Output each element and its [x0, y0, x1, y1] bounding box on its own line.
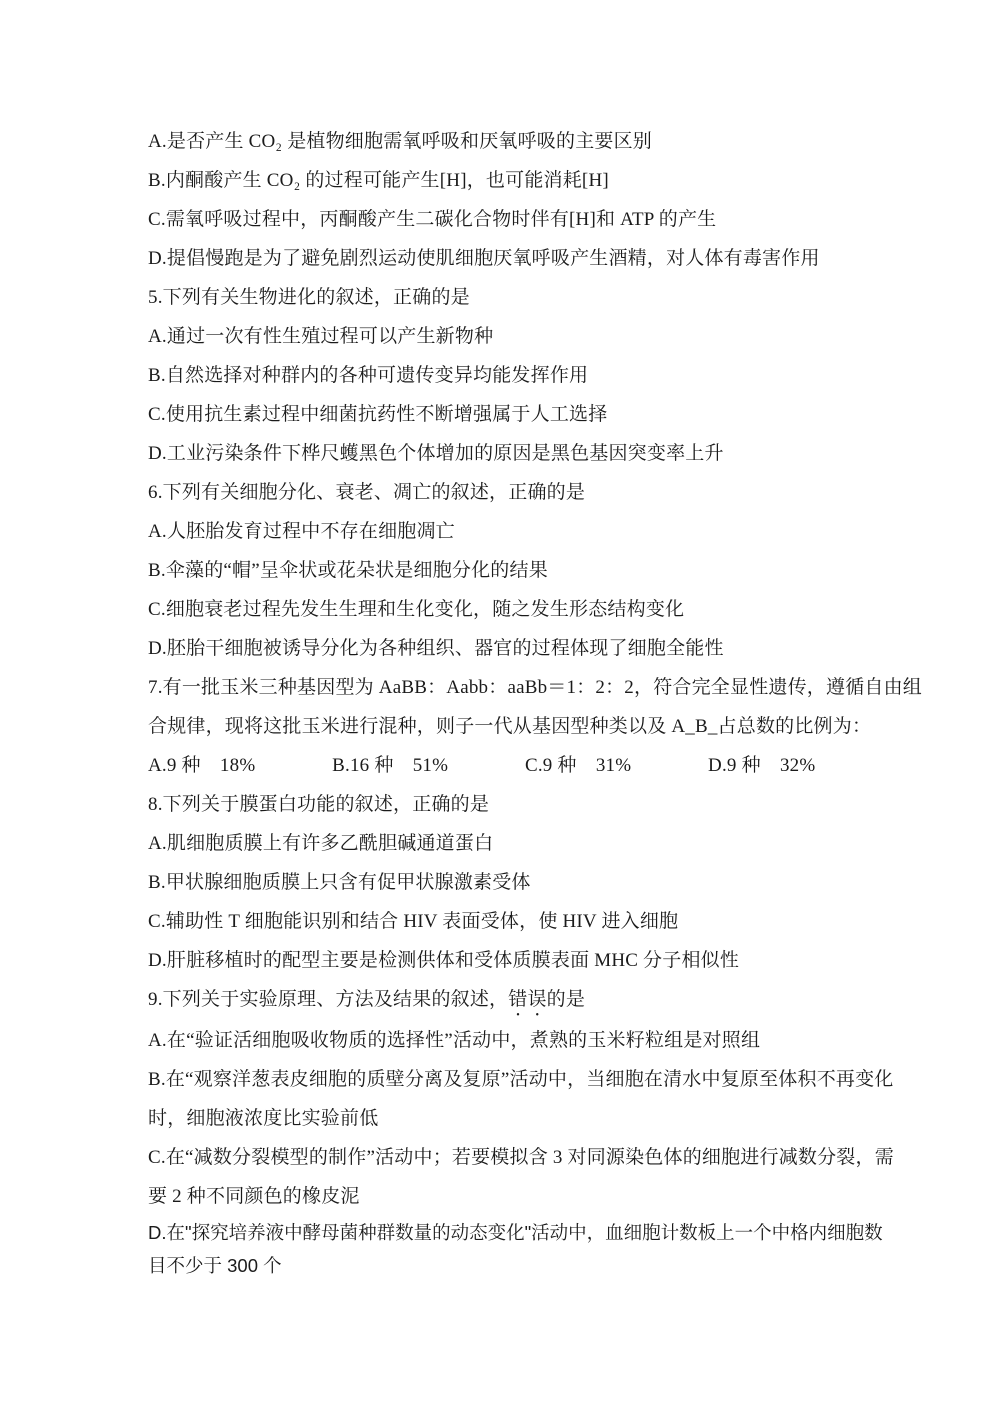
q6-option-b: B.伞藻的“帽”呈伞状或花朵状是细胞分化的结果	[148, 560, 548, 581]
q6-stem: 6.下列有关细胞分化、衰老、凋亡的叙述，正确的是	[148, 482, 586, 503]
q9-stem	[148, 980, 948, 1021]
q4-option-a: A.是否产生 CO₂ 是植物细胞需氧呼吸和厌氧呼吸的主要区别	[148, 131, 652, 152]
q6-option-d: D.胚胎干细胞被诱导分化为各种组织、器官的过程体现了细胞全能性	[148, 638, 724, 659]
q5-stem: 5.下列有关生物进化的叙述，正确的是	[148, 287, 470, 308]
q9-option-a: A.在“验证活细胞吸收物质的选择性”活动中，煮熟的玉米籽粒组是对照组	[148, 1030, 761, 1051]
question-text-block	[148, 122, 948, 1282]
q5-option-c: C.使用抗生素过程中细菌抗药性不断增强属于人工选择	[148, 404, 608, 425]
q6-option-a: A.人胚胎发育过程中不存在细胞凋亡	[148, 521, 455, 542]
q7-stem-line-1: 7.有一批玉米三种基因型为 AaBB：Aabb：aaBb＝1：2：2，符合完全显性遗传，遵循自由组	[148, 677, 922, 698]
q9-option-c-line-2: 要 2 种不同颜色的橡皮泥	[148, 1186, 360, 1207]
text-segment: 9.下列关于实验原理、方法及结果的叙述，	[148, 989, 509, 1010]
q9-option-b-line-2: 时，细胞液浓度比实验前低	[148, 1108, 379, 1129]
q4-option-c: C.需氧呼吸过程中，丙酮酸产生二碳化合物时伴有[H]和 ATP 的产生	[148, 209, 717, 230]
q9-option-d-line-1: D.在"探究培养液中酵母菌种群数量的动态变化"活动中，血细胞计数板上一个中格内细胞数	[148, 1222, 883, 1243]
q8-option-a: A.肌细胞质膜上有许多乙酰胆碱通道蛋白	[148, 833, 494, 854]
q9-option-d-line-2: 目不少于 300 个	[148, 1255, 282, 1276]
q9-option-c-line-1: C.在“减数分裂模型的制作”活动中；若要模拟含 3 对同源染色体的细胞进行减数分裂，需	[148, 1147, 894, 1168]
q5-option-a: A.通过一次有性生殖过程可以产生新物种	[148, 326, 494, 347]
q7-stem-line-2: 合规律，现将这批玉米进行混种，则子一代从基因型种类以及 A_B_占总数的比例为：	[148, 716, 872, 737]
q9-option-b-line-1: B.在“观察洋葱表皮细胞的质壁分离及复原”活动中，当细胞在清水中复原至体积不再变化	[148, 1069, 894, 1090]
q5-option-b: B.自然选择对种群内的各种可遗传变异均能发挥作用	[148, 365, 589, 386]
q5-option-d: D.工业污染条件下桦尺蠖黑色个体增加的原因是黑色基因突变率上升	[148, 443, 724, 464]
text-segment: 的是	[546, 989, 586, 1010]
q8-option-c: C.辅助性 T 细胞能识别和结合 HIV 表面受体，使 HIV 进入细胞	[148, 911, 679, 932]
q7-options: A.9 种 18% B.16 种 51% C.9 种 31% D.9 种 32%	[148, 755, 816, 776]
q8-option-d: D.肝脏移植时的配型主要是检测供体和受体质膜表面 MHC 分子相似性	[148, 950, 740, 971]
q8-stem: 8.下列关于膜蛋白功能的叙述，正确的是	[148, 794, 490, 815]
q4-option-b: B.内酮酸产生 CO₂ 的过程可能产生[H]，也可能消耗[H]	[148, 170, 609, 191]
q8-option-b: B.甲状腺细胞质膜上只含有促甲状腺激素受体	[148, 872, 531, 893]
emphasized-text: 错误	[508, 989, 547, 1010]
q4-option-d: D.提倡慢跑是为了避免剧烈运动使肌细胞厌氧呼吸产生酒精，对人体有毒害作用	[148, 248, 820, 269]
q6-option-c: C.细胞衰老过程先发生生理和生化变化，随之发生形态结构变化	[148, 599, 685, 620]
